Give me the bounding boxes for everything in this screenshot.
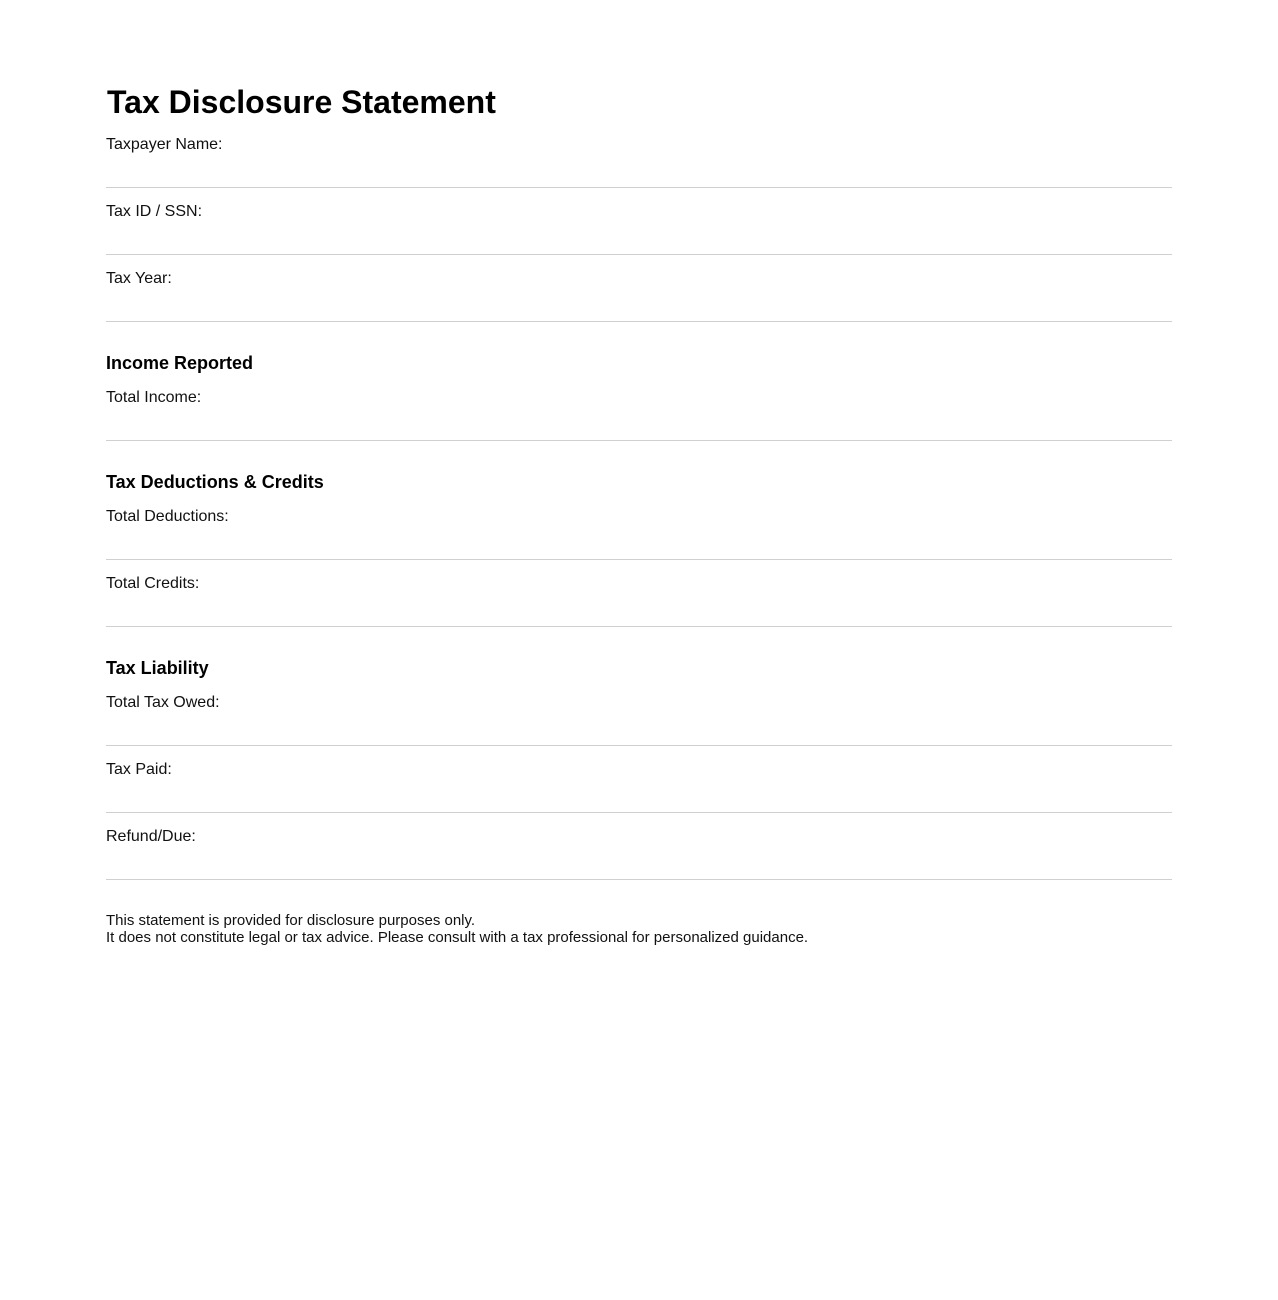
- tax-id-field: [106, 203, 1172, 255]
- document: [106, 82, 1172, 946]
- total-credits-field: [106, 575, 1172, 627]
- total-income-field: [106, 389, 1172, 441]
- tax-paid-label: Tax Paid:: [106, 761, 172, 778]
- taxpayer-name-label: Taxpayer Name:: [106, 136, 223, 153]
- income-heading: Income Reported: [106, 353, 254, 373]
- disclaimer-line-1: This statement is provided for disclosure purposes only.: [106, 912, 476, 929]
- liability-heading: Tax Liability: [106, 658, 209, 678]
- taxpayer-name-field: [106, 136, 1172, 188]
- tax-id-label: Tax ID / SSN:: [106, 203, 203, 220]
- total-owed-field: [106, 694, 1172, 746]
- page-title: Tax Disclosure Statement: [107, 84, 496, 120]
- total-owed-label: Total Tax Owed:: [106, 694, 220, 711]
- deductions-heading: Tax Deductions & Credits: [106, 472, 324, 492]
- disclaimer: [106, 912, 1172, 946]
- refund-due-label: Refund/Due:: [106, 828, 196, 845]
- refund-due-field: [106, 828, 1172, 880]
- total-credits-label: Total Credits:: [106, 575, 200, 592]
- total-deductions-label: Total Deductions:: [106, 508, 229, 525]
- tax-year-field: [106, 270, 1172, 322]
- total-income-label: Total Income:: [106, 389, 202, 406]
- disclaimer-line-2: It does not constitute legal or tax advice. Please consult with a tax professional for personalized guidance.: [106, 929, 809, 946]
- tax-paid-field: [106, 761, 1172, 813]
- total-deductions-field: [106, 508, 1172, 560]
- tax-year-label: Tax Year:: [106, 270, 172, 287]
